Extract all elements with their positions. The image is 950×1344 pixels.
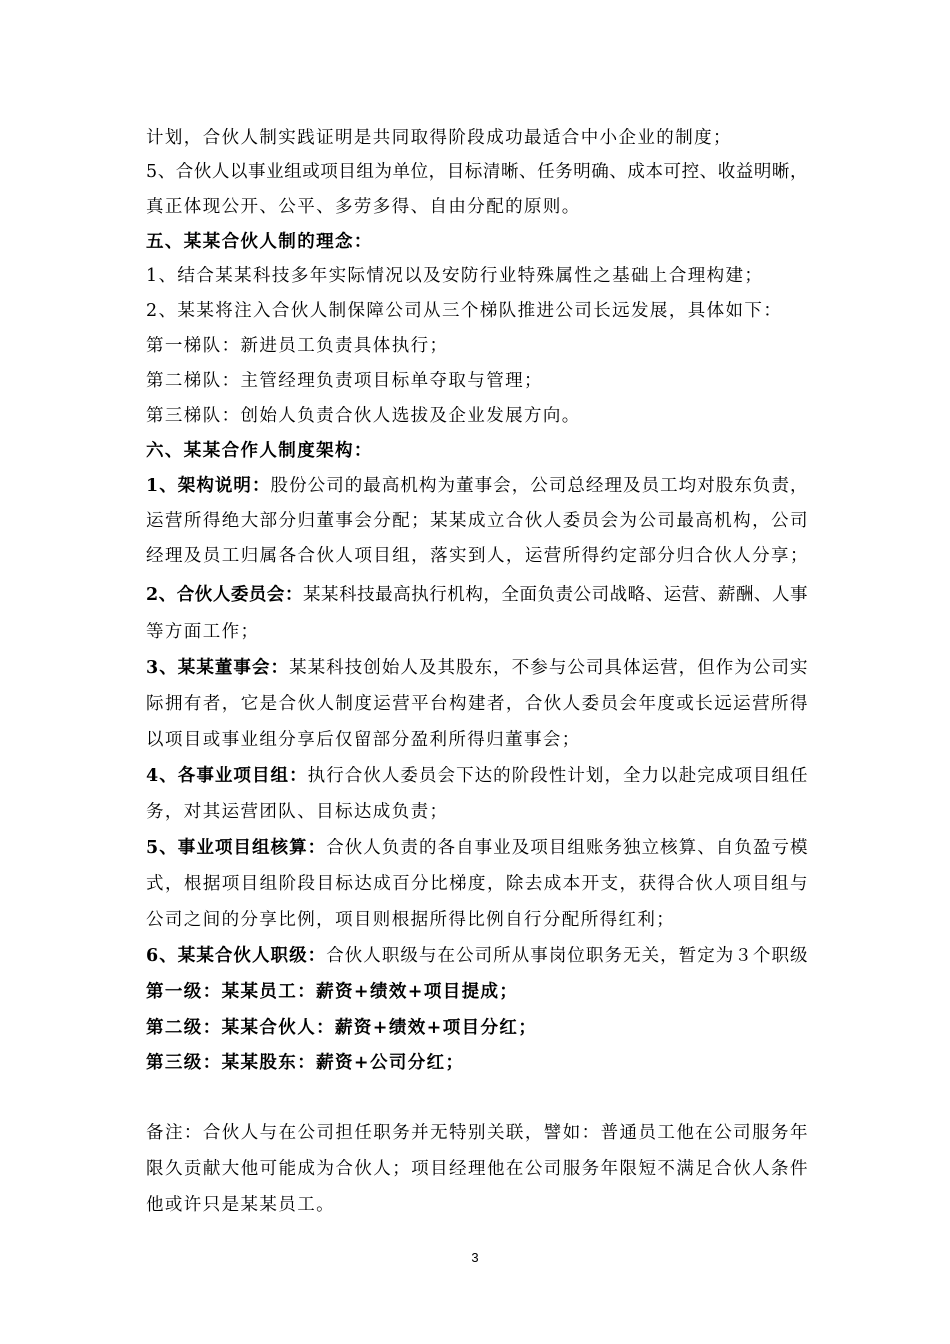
item-label: 3、某某董事会： [146, 658, 290, 678]
rank-line: 第二级：某某合伙人：薪资+绩效+项目分红； [146, 1018, 538, 1038]
paragraph-line: 5、合伙人以事业组或项目组为单位，目标清晰、任务明确、成本可控、收益明晰， [146, 162, 808, 182]
paragraph-line: 公司之间的分享比例，项目则根据所得比例自行分配所得红利； [146, 910, 676, 930]
page-number: 3 [471, 1250, 479, 1265]
item-label: 5、事业项目组核算： [146, 838, 327, 858]
item-label: 2、合伙人委员会： [146, 585, 304, 605]
item-text: 合伙人职级与在公司所从事岗位职务无关，暂定为３个职级 [326, 946, 808, 966]
rank-line: 第一级：某某员工：薪资+绩效+项目提成； [146, 982, 519, 1002]
note-line: 备注：合伙人与在公司担任职务并无特别关联，譬如：普通员工他在公司服务年 [146, 1123, 808, 1143]
item-label: 4、各事业项目组： [146, 766, 308, 786]
paragraph-line: 等方面工作； [146, 622, 260, 642]
paragraph-line: 式，根据项目组阶段目标达成百分比梯度，除去成本开支，获得合伙人项目组与 [146, 874, 808, 894]
paragraph-line: 以项目或事业组分享后仅留部分盈利所得归董事会； [146, 730, 581, 750]
paragraph-line: 运营所得绝大部分归董事会分配；某某成立合伙人委员会为公司最高机构，公司 [146, 511, 808, 531]
section-heading: 五、某某合伙人制的理念： [146, 232, 373, 252]
paragraph-line: 真正体现公开、公平、多劳多得、自由分配的原则。 [146, 197, 581, 217]
paragraph-line: 经理及员工归属各合伙人项目组，落实到人，运营所得约定部分归合伙人分享； [146, 546, 808, 566]
paragraph-line: 计划，合伙人制实践证明是共同取得阶段成功最适合中小企业的制度； [146, 128, 732, 148]
item-text: 股份公司的最高机构为董事会，公司总经理及员工均对股东负责， [270, 476, 808, 496]
paragraph-line: 1、结合某某科技多年实际情况以及安防行业特殊属性之基础上合理构建； [146, 266, 764, 286]
item-label: 1、架构说明： [146, 476, 271, 496]
item-text: 执行合伙人委员会下达的阶段性计划，全力以赴完成项目组任 [307, 766, 809, 786]
rank-line: 第三级：某某股东：薪资+公司分红； [146, 1053, 465, 1073]
paragraph-line [146, 656, 808, 680]
item-text: 某某科技最高执行机构，全面负责公司战略、运营、薪酬、人事 [303, 585, 808, 605]
paragraph-line [146, 474, 808, 498]
note-line: 限久贡献大他可能成为合伙人；项目经理他在公司服务年限短不满足合伙人条件 [146, 1159, 808, 1179]
paragraph-line [146, 583, 808, 607]
paragraph-line [146, 764, 808, 788]
note-line: 他或许只是某某员工。 [146, 1195, 335, 1215]
paragraph-line: 2、某某将注入合伙人制保障公司从三个梯队推进公司长远发展，具体如下： [146, 301, 783, 321]
paragraph-line: 第二梯队：主管经理负责项目标单夺取与管理； [146, 371, 543, 391]
paragraph-line: 第三梯队：创始人负责合伙人选拔及企业发展方向。 [146, 406, 581, 426]
paragraph-line [146, 944, 808, 968]
paragraph-line: 务，对其运营团队、目标达成负责； [146, 802, 449, 822]
item-text: 合伙人负责的各自事业及项目组账务独立核算、自负盈亏模 [326, 838, 808, 858]
section-heading: 六、某某合作人制度架构： [146, 441, 373, 461]
paragraph-line: 第一梯队：新进员工负责具体执行； [146, 336, 449, 356]
paragraph-line [146, 836, 808, 860]
paragraph-line: 际拥有者，它是合伙人制度运营平台构建者，合伙人委员会年度或长远运营所得 [146, 694, 808, 714]
item-label: 6、某某合伙人职级： [146, 946, 327, 966]
item-text: 某某科技创始人及其股东，不参与公司具体运营，但作为公司实 [289, 658, 808, 678]
